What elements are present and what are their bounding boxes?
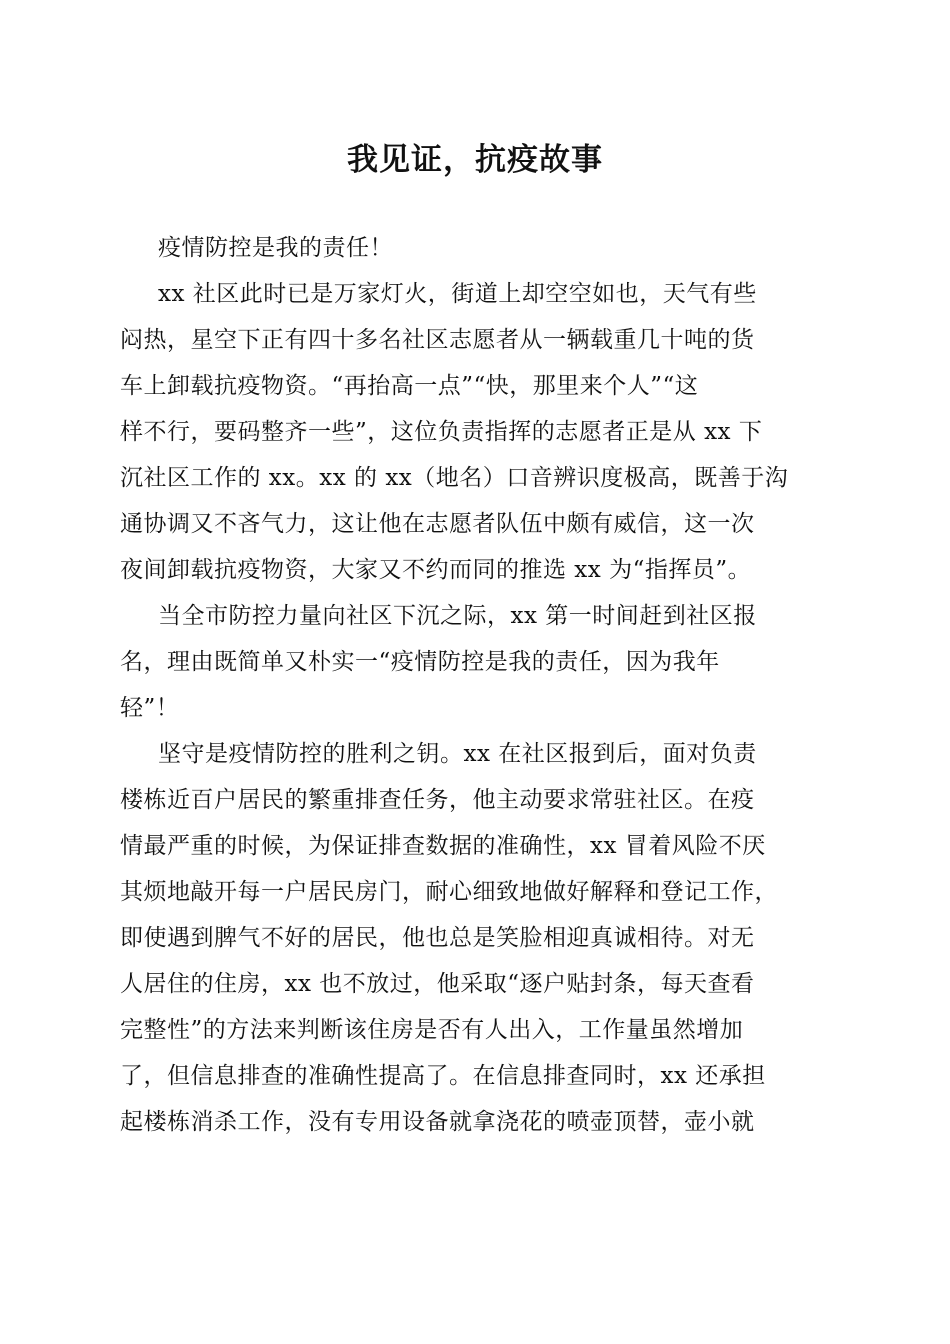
paragraph-line: 夜间卸载抗疫物资，大家又不约而同的推选 xx 为“指挥员”。 [120, 557, 752, 583]
paragraph-line: xx 社区此时已是万家灯火，街道上却空空如也，天气有些 [158, 281, 757, 307]
paragraph-line: 沉社区工作的 xx。xx 的 xx（地名）口音辨识度极高，既善于沟 [120, 465, 789, 491]
paragraph-line: 其烦地敲开每一户居民房门，耐心细致地做好解释和登记工作， [120, 879, 778, 905]
paragraph-line: 即使遇到脾气不好的居民，他也总是笑脸相迎真诚相待。对无 [120, 925, 755, 951]
paragraph-line: 坚守是疫情防控的胜利之钥。xx 在社区报到后，面对负责 [158, 741, 757, 767]
paragraph-line: 当全市防控力量向社区下沉之际，xx 第一时间赶到社区报 [158, 603, 757, 629]
paragraph-line: 人居住的住房，xx 也不放过，他采取“逐户贴封条，每天查看 [120, 971, 755, 997]
document-body [120, 225, 832, 1145]
document-title: 我见证，抗疫故事 [347, 142, 603, 178]
paragraph-line: 疫情防控是我的责任！ [158, 235, 393, 261]
paragraph-line: 轻”！ [120, 695, 180, 721]
paragraph-line: 车上卸载抗疫物资。“再抬高一点”“快，那里来个人”“这 [120, 373, 699, 399]
paragraph-line: 闷热，星空下正有四十多名社区志愿者从一辆载重几十吨的货 [120, 327, 755, 353]
paragraph-line: 完整性”的方法来判断该住房是否有人出入，工作量虽然增加 [120, 1017, 744, 1043]
paragraph-line: 名，理由既简单又朴实一“疫情防控是我的责任，因为我年 [120, 649, 720, 675]
paragraph-line: 起楼栋消杀工作，没有专用设备就拿浇花的喷壶顶替，壶小就 [120, 1109, 755, 1135]
paragraph-line: 通协调又不吝气力，这让他在志愿者队伍中颇有威信，这一次 [120, 511, 755, 537]
paragraph-line: 情最严重的时候，为保证排查数据的准确性，xx 冒着风险不厌 [120, 833, 766, 859]
paragraph-line: 样不行，要码整齐一些”，这位负责指挥的志愿者正是从 xx 下 [120, 419, 763, 445]
paragraph-line: 了，但信息排查的准确性提高了。在信息排查同时，xx 还承担 [120, 1063, 766, 1089]
paragraph-line: 楼栋近百户居民的繁重排查任务，他主动要求常驻社区。在疫 [120, 787, 755, 813]
